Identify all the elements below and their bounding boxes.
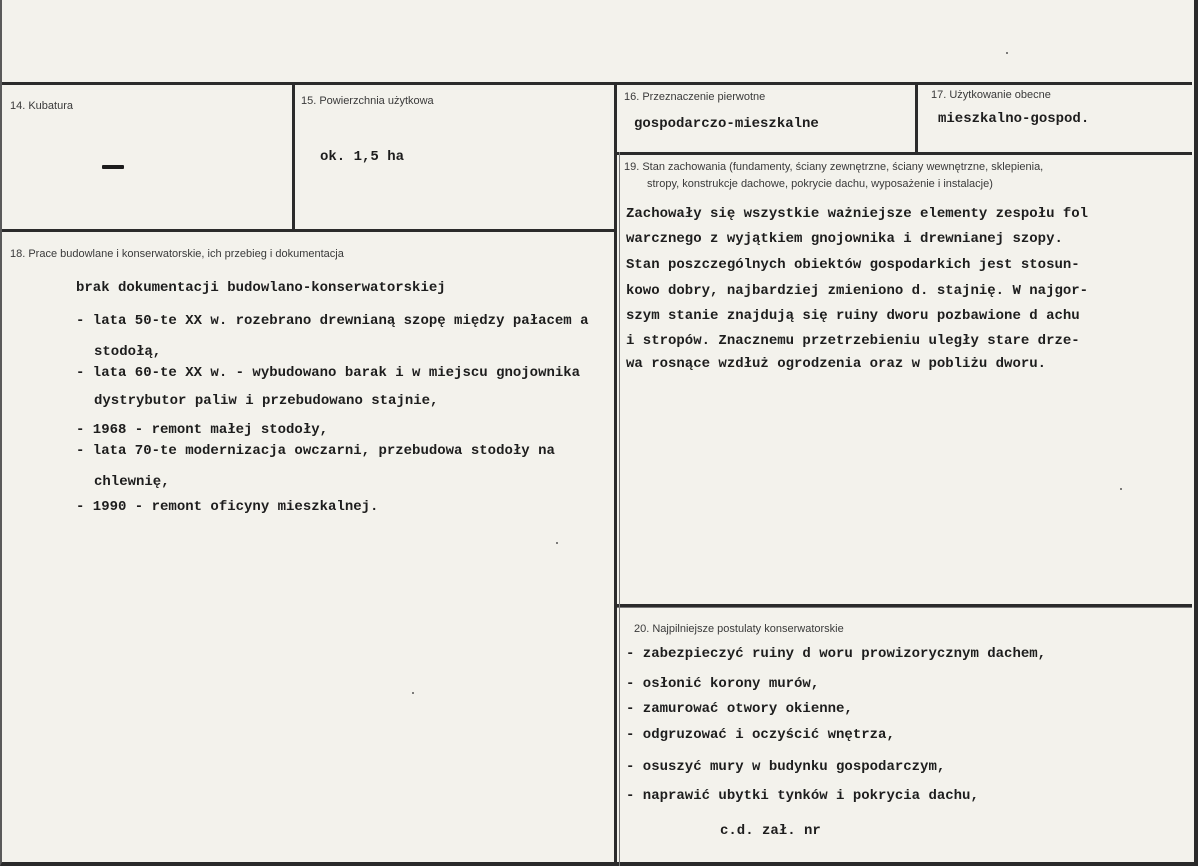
field-18-line: - 1990 - remont oficyny mieszkalnej. xyxy=(76,499,379,515)
field-20-line: - naprawić ubytki tynków i pokrycia dachu, xyxy=(626,788,979,804)
field-20-label: 20. Najpilniejsze postulaty konserwatorskie xyxy=(634,623,844,635)
field-19-line: warcznego z wyjątkiem gnojownika i drewnianej szopy. xyxy=(626,231,1063,247)
field-19-line: Stan poszczególnych obiektów gospodarkich jest stosun- xyxy=(626,257,1080,273)
rule-top xyxy=(2,82,1192,85)
field-19-line: i stropów. Znacznemu przetrzebieniu uległy stare drze- xyxy=(626,333,1080,349)
field-20-line: - odgruzować i oczyścić wnętrza, xyxy=(626,727,895,743)
field-18-line: brak dokumentacji budowlano-konserwatorskiej xyxy=(76,280,446,296)
field-19-line: wa rosnące wzdłuż ogrodzenia oraz w pobliżu dworu. xyxy=(626,356,1047,372)
field-18-line: - lata 70-te modernizacja owczarni, przebudowa stodoły na xyxy=(76,443,555,459)
field-20-line: - osłonić korony murów, xyxy=(626,676,820,692)
field-17-value: mieszkalno-gospod. xyxy=(938,111,1090,127)
field-15-label: 15. Powierzchnia użytkowa xyxy=(301,95,434,107)
rule-right-top xyxy=(614,152,1192,155)
field-16-label: 16. Przeznaczenie pierwotne xyxy=(624,91,766,103)
field-18-line: dystrybutor paliw i przebudowano stajnie, xyxy=(94,393,439,409)
rule-right-low xyxy=(616,607,1192,608)
paper-speck xyxy=(412,692,414,694)
field-20-line: - zabezpieczyć ruiny d woru prowizorycznym dachem, xyxy=(626,646,1047,662)
rule-v-16-17 xyxy=(915,82,918,154)
field-19-line: Zachowały się wszystkie ważniejsze elementy zespołu fol xyxy=(626,206,1089,222)
field-20-line: - zamurować otwory okienne, xyxy=(626,701,853,717)
field-18-line: chlewnię, xyxy=(94,474,170,490)
rule-v-left-right xyxy=(614,82,617,866)
rule-v-left-right-2 xyxy=(619,152,620,866)
field-18-line: - 1968 - remont małej stodoły, xyxy=(76,422,329,438)
field-18-label: 18. Prace budowlane i konserwatorskie, ich przebieg i dokumentacja xyxy=(10,248,344,260)
field-19-line: szym stanie znajdują się ruiny dworu pozbawione d achu xyxy=(626,308,1080,324)
field-18-line: stodołą, xyxy=(94,344,162,360)
field-16-value: gospodarczo-mieszkalne xyxy=(634,116,819,132)
field-18-line: - lata 50-te XX w. rozebrano drewnianą szopę między pałacem a xyxy=(76,313,589,329)
field-14-label: 14. Kubatura xyxy=(10,100,73,112)
field-19-line: kowo dobry, najbardziej zmieniono d. stajnię. W najgor- xyxy=(626,283,1089,299)
rule-left-mid xyxy=(2,229,616,232)
rule-v-14-15 xyxy=(292,82,295,232)
field-20-line: c.d. zał. nr xyxy=(720,823,821,839)
field-20-line: - osuszyć mury w budynku gospodarczym, xyxy=(626,759,946,775)
paper-speck xyxy=(1120,488,1122,490)
paper-speck xyxy=(1006,52,1008,54)
field-19-label: 19. Stan zachowania (fundamenty, ściany zewnętrzne, ściany wewnętrzne, sklepienia, xyxy=(624,161,1044,173)
paper-speck xyxy=(556,542,558,544)
field-14-value-dash xyxy=(102,165,124,169)
field-17-label: 17. Użytkowanie obecne xyxy=(931,89,1051,101)
field-18-line: - lata 60-te XX w. - wybudowano barak i w miejscu gnojownika xyxy=(76,365,581,381)
field-15-value: ok. 1,5 ha xyxy=(320,149,405,165)
field-19-label-cont: stropy, konstrukcje dachowe, pokrycie dachu, wyposażenie i instalacje) xyxy=(647,178,993,190)
